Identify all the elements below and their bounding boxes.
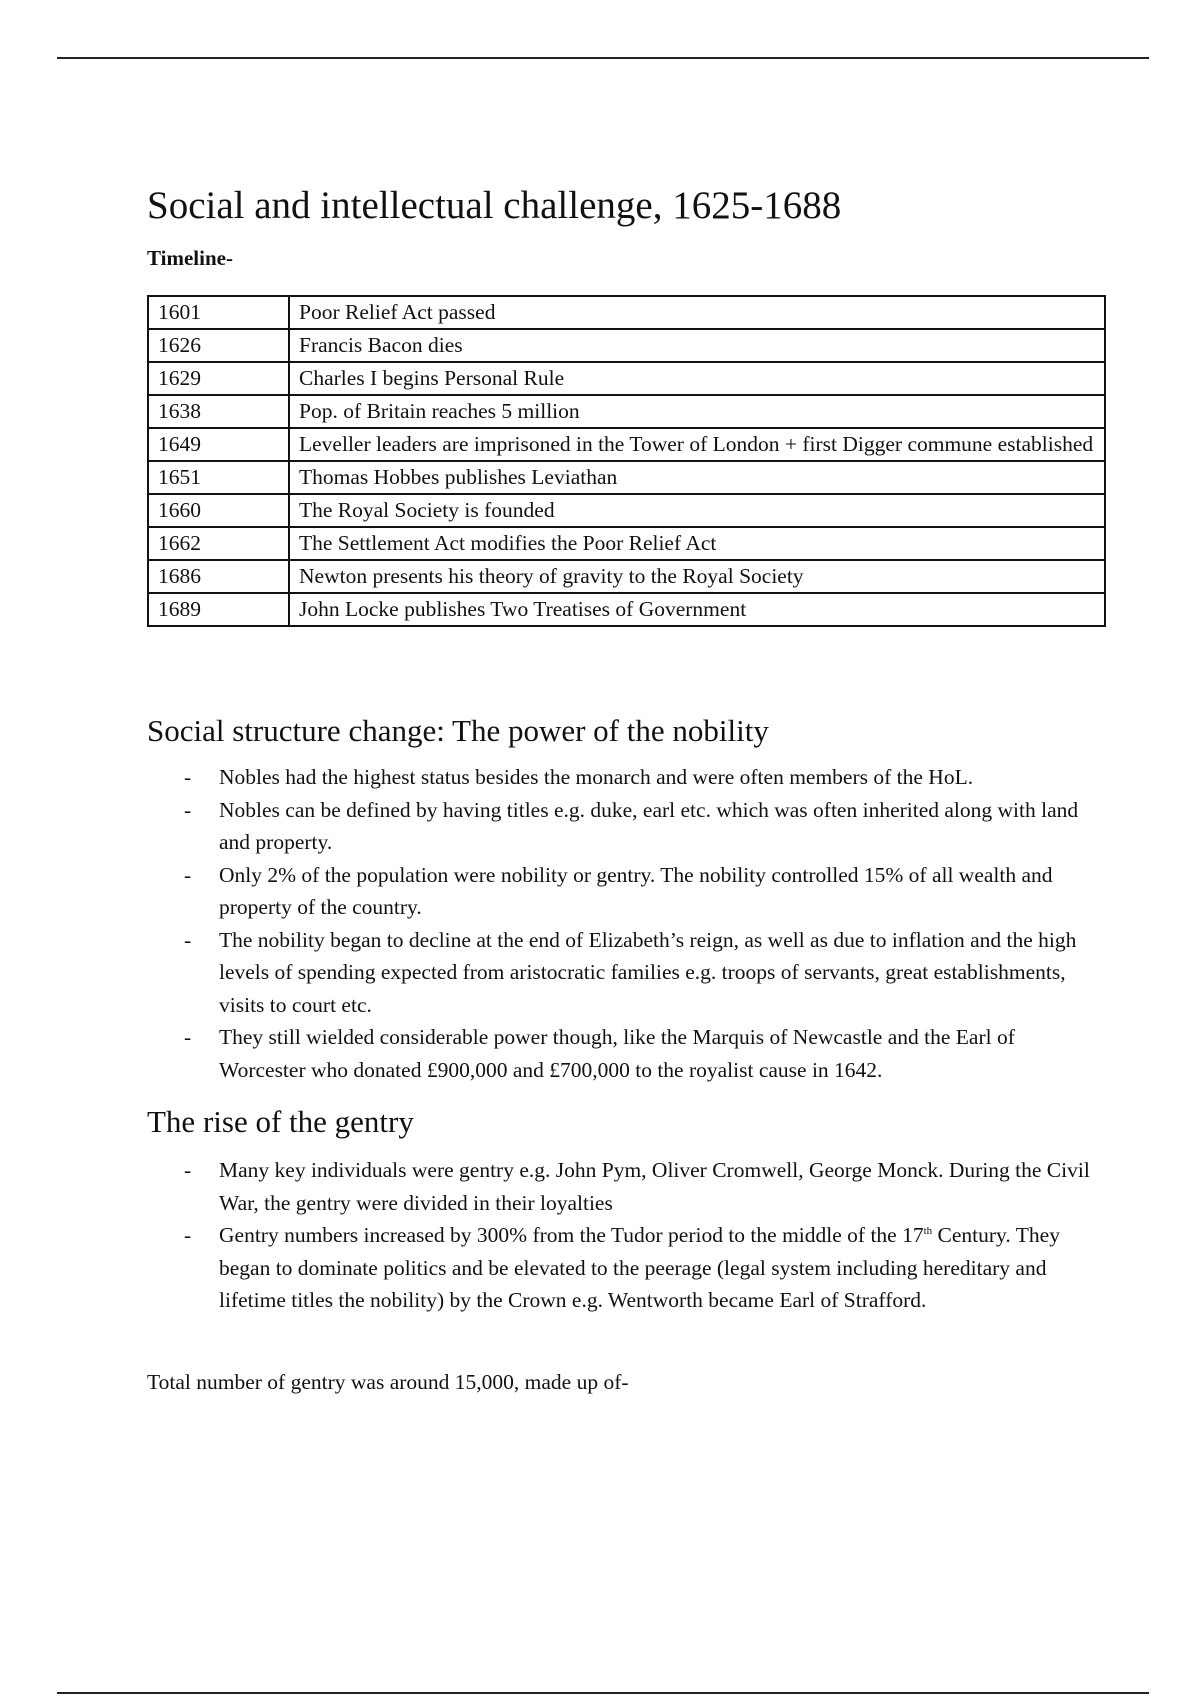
list-item xyxy=(147,924,1097,1022)
timeline-label: Timeline- xyxy=(147,246,233,270)
event-cell: Poor Relief Act passed xyxy=(289,296,1105,329)
table-row xyxy=(148,362,1105,395)
gentry-heading: The rise of the gentry xyxy=(147,1104,414,1139)
table-row xyxy=(148,527,1105,560)
bullet-dash: - xyxy=(184,927,192,952)
event-cell: Newton presents his theory of gravity to the Royal Society xyxy=(289,560,1105,593)
event-cell: The Settlement Act modifies the Poor Relief Act xyxy=(289,527,1105,560)
superscript: th xyxy=(923,1224,933,1237)
header-rule xyxy=(57,57,1149,59)
bullet-dash: - xyxy=(184,797,192,822)
event-cell: Leveller leaders are imprisoned in the Tower of London + first Digger commune established xyxy=(289,428,1105,461)
year-cell: 1689 xyxy=(148,593,289,626)
table-row xyxy=(148,296,1105,329)
bullet-text: Only 2% of the population were nobility or gentry. The nobility controlled 15% of all wealth and property of the country. xyxy=(219,862,1053,919)
list-item xyxy=(147,761,1097,794)
bullet-dash: - xyxy=(184,1158,192,1182)
bullet-dash: - xyxy=(184,1025,192,1049)
event-cell: Thomas Hobbes publishes Leviathan xyxy=(289,461,1105,494)
year-cell: 1660 xyxy=(148,494,289,527)
bullet-text: The nobility began to decline at the end of Elizabeth’s reign, as well as due to inflation and the high levels of spending expected from aristocratic families e.g. troops of servants, great establishments, visits to court etc. xyxy=(219,927,1077,1017)
list-item xyxy=(147,859,1097,924)
event-cell: Charles I begins Personal Rule xyxy=(289,362,1105,395)
year-cell: 1626 xyxy=(148,329,289,362)
list-item xyxy=(147,1154,1097,1219)
gentry-list xyxy=(147,1154,1097,1317)
table-row xyxy=(148,395,1105,428)
bullet-text: Nobles can be defined by having titles e.g. duke, earl etc. which was often inherited along with land and property. xyxy=(219,797,1079,854)
bullet-text: They still wielded considerable power though, like the Marquis of Newcastle and the Earl of Worcester who donated £900,000 and £700,000 to the royalist cause in 1642. xyxy=(219,1025,1015,1082)
table-row xyxy=(148,494,1105,527)
footer-rule xyxy=(57,1692,1149,1694)
table-row xyxy=(148,593,1105,626)
timeline-table xyxy=(147,295,1106,627)
bullet-text: Many key individuals were gentry e.g. John Pym, Oliver Cromwell, George Monck. During the Civil War, the gentry were divided in their loyalties xyxy=(219,1158,1090,1215)
list-item xyxy=(147,1021,1097,1086)
bullet-text: Century. They began to dominate politics and be elevated to the peerage (legal system including hereditary and lifetime titles the nobility) by the Crown e.g. Wentworth became Earl of Strafford. xyxy=(219,1223,1060,1312)
year-cell: 1686 xyxy=(148,560,289,593)
list-item xyxy=(147,1219,1097,1317)
table-row xyxy=(148,461,1105,494)
bullet-dash: - xyxy=(184,862,192,887)
year-cell: 1649 xyxy=(148,428,289,461)
table-row xyxy=(148,560,1105,593)
event-cell: Pop. of Britain reaches 5 million xyxy=(289,395,1105,428)
year-cell: 1651 xyxy=(148,461,289,494)
bullet-text: Gentry numbers increased by 300% from the Tudor period to the middle of the 17 xyxy=(219,1223,924,1247)
year-cell: 1662 xyxy=(148,527,289,560)
nobility-list xyxy=(147,761,1097,1086)
year-cell: 1629 xyxy=(148,362,289,395)
bullet-dash: - xyxy=(184,1223,192,1247)
bullet-dash: - xyxy=(184,765,192,789)
event-cell: Francis Bacon dies xyxy=(289,329,1105,362)
table-row xyxy=(148,428,1105,461)
event-cell: The Royal Society is founded xyxy=(289,494,1105,527)
nobility-heading: Social structure change: The power of the nobility xyxy=(147,713,769,748)
page-title: Social and intellectual challenge, 1625-1688 xyxy=(147,184,842,227)
list-item xyxy=(147,794,1097,859)
table-row xyxy=(148,329,1105,362)
year-cell: 1638 xyxy=(148,395,289,428)
year-cell: 1601 xyxy=(148,296,289,329)
gentry-total: Total number of gentry was around 15,000, made up of- xyxy=(147,1370,629,1394)
event-cell: John Locke publishes Two Treatises of Government xyxy=(289,593,1105,626)
bullet-text: Nobles had the highest status besides the monarch and were often members of the HoL. xyxy=(219,765,974,789)
